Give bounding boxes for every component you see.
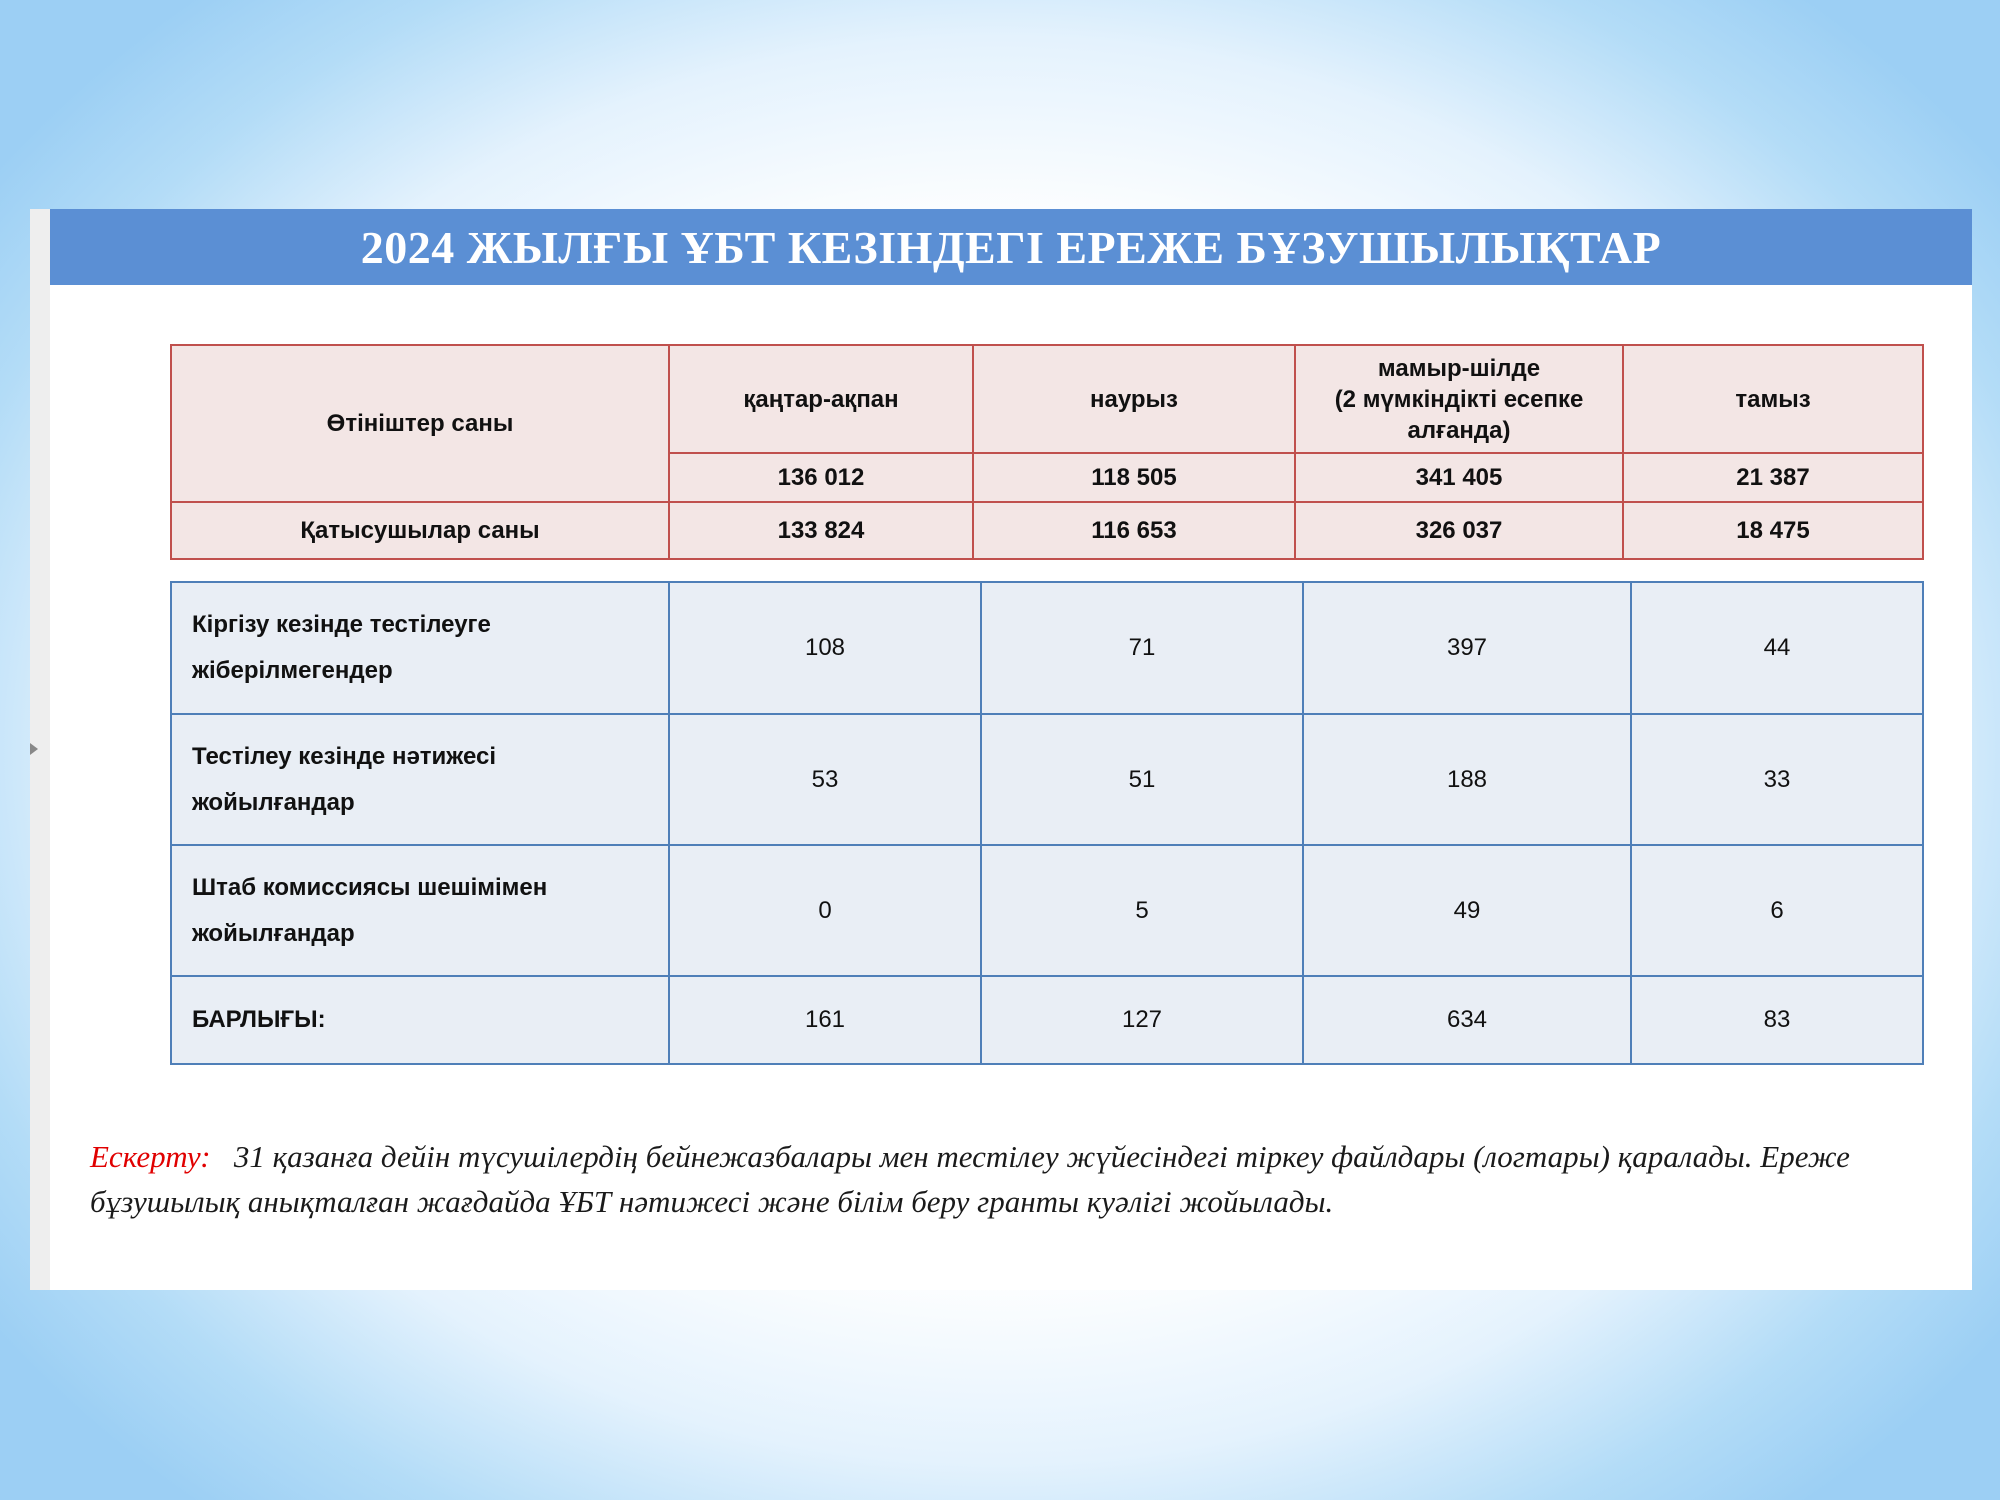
table-row (171, 845, 1923, 976)
row-label-line: Кіргізу кезінде тестілеуге (192, 611, 491, 638)
row-label-line: жіберілмегендер (192, 657, 393, 684)
cell-value: 5 (981, 845, 1303, 976)
period-header-line: тамыз (1735, 385, 1811, 413)
cell-value: 51 (981, 714, 1303, 845)
participants-value: 18 475 (1623, 502, 1923, 559)
total-row (171, 976, 1923, 1064)
period-header-jan-feb (669, 345, 973, 453)
period-header-line: (2 мүмкіндікті есепке (1334, 385, 1584, 413)
participants-value: 133 824 (669, 502, 973, 559)
row-label (171, 582, 669, 714)
total-value: 83 (1631, 976, 1923, 1064)
slide (30, 209, 1972, 1290)
applications-label: Өтініштер саны (171, 345, 669, 502)
cell-value: 44 (1631, 582, 1923, 714)
cell-value: 33 (1631, 714, 1923, 845)
violations-table (170, 581, 1924, 1065)
total-value: 634 (1303, 976, 1631, 1064)
applications-value: 136 012 (669, 453, 973, 502)
row-label (171, 845, 669, 976)
table-row (171, 582, 1923, 714)
participants-label: Қатысушылар саны (171, 502, 669, 559)
period-header-line: наурыз (1090, 385, 1178, 413)
period-header-line: қаңтар-ақпан (743, 385, 899, 413)
footnote (90, 1134, 1960, 1224)
slide-title: 2024 ЖЫЛҒЫ ҰБТ КЕЗІНДЕГІ ЕРЕЖЕ БҰЗУШЫЛЫҚТАР (360, 221, 1662, 273)
slide-marker-icon[interactable] (30, 743, 38, 755)
applications-value: 21 387 (1623, 453, 1923, 502)
period-header-line: алғанда) (1407, 416, 1511, 444)
period-header-march (973, 345, 1295, 453)
title-bar (50, 209, 1972, 285)
cell-value: 0 (669, 845, 981, 976)
period-header-august (1623, 345, 1923, 453)
total-value: 127 (981, 976, 1303, 1064)
header-row (171, 345, 1923, 453)
total-label: БАРЛЫҒЫ: (171, 976, 669, 1064)
participants-value: 116 653 (973, 502, 1295, 559)
row-label-line: жойылғандар (192, 919, 355, 947)
period-header-line: мамыр-шілде (1377, 354, 1541, 382)
applications-value: 341 405 (1295, 453, 1623, 502)
note-label: Ескерту: (90, 1139, 211, 1174)
cell-value: 6 (1631, 845, 1923, 976)
row-label-line: Тестілеу кезінде нәтижесі (192, 742, 497, 770)
cell-value: 53 (669, 714, 981, 845)
cell-value: 71 (981, 582, 1303, 714)
row-label-line: жойылғандар (192, 788, 355, 816)
note-text: 31 қазанға дейін түсушілердің бейнежазбалары мен тестілеу жүйесіндегі тіркеу файлдары (логтары) қаралады. Ереже бұзушылық анықталған жағдайда ҰБТ нәтижесі және білім беру гранты куәлігі жойылады. (90, 1139, 1850, 1219)
participants-value: 326 037 (1295, 502, 1623, 559)
row-label-line: Штаб комиссиясы шешімімен (192, 873, 548, 901)
applications-table (170, 344, 1924, 560)
applications-value: 118 505 (973, 453, 1295, 502)
cell-value: 108 (669, 582, 981, 714)
total-value: 161 (669, 976, 981, 1064)
table-row (171, 714, 1923, 845)
cell-value: 397 (1303, 582, 1631, 714)
period-header-may-july (1295, 345, 1623, 453)
cell-value: 188 (1303, 714, 1631, 845)
row-label (171, 714, 669, 845)
cell-value: 49 (1303, 845, 1631, 976)
participants-row (171, 502, 1923, 559)
